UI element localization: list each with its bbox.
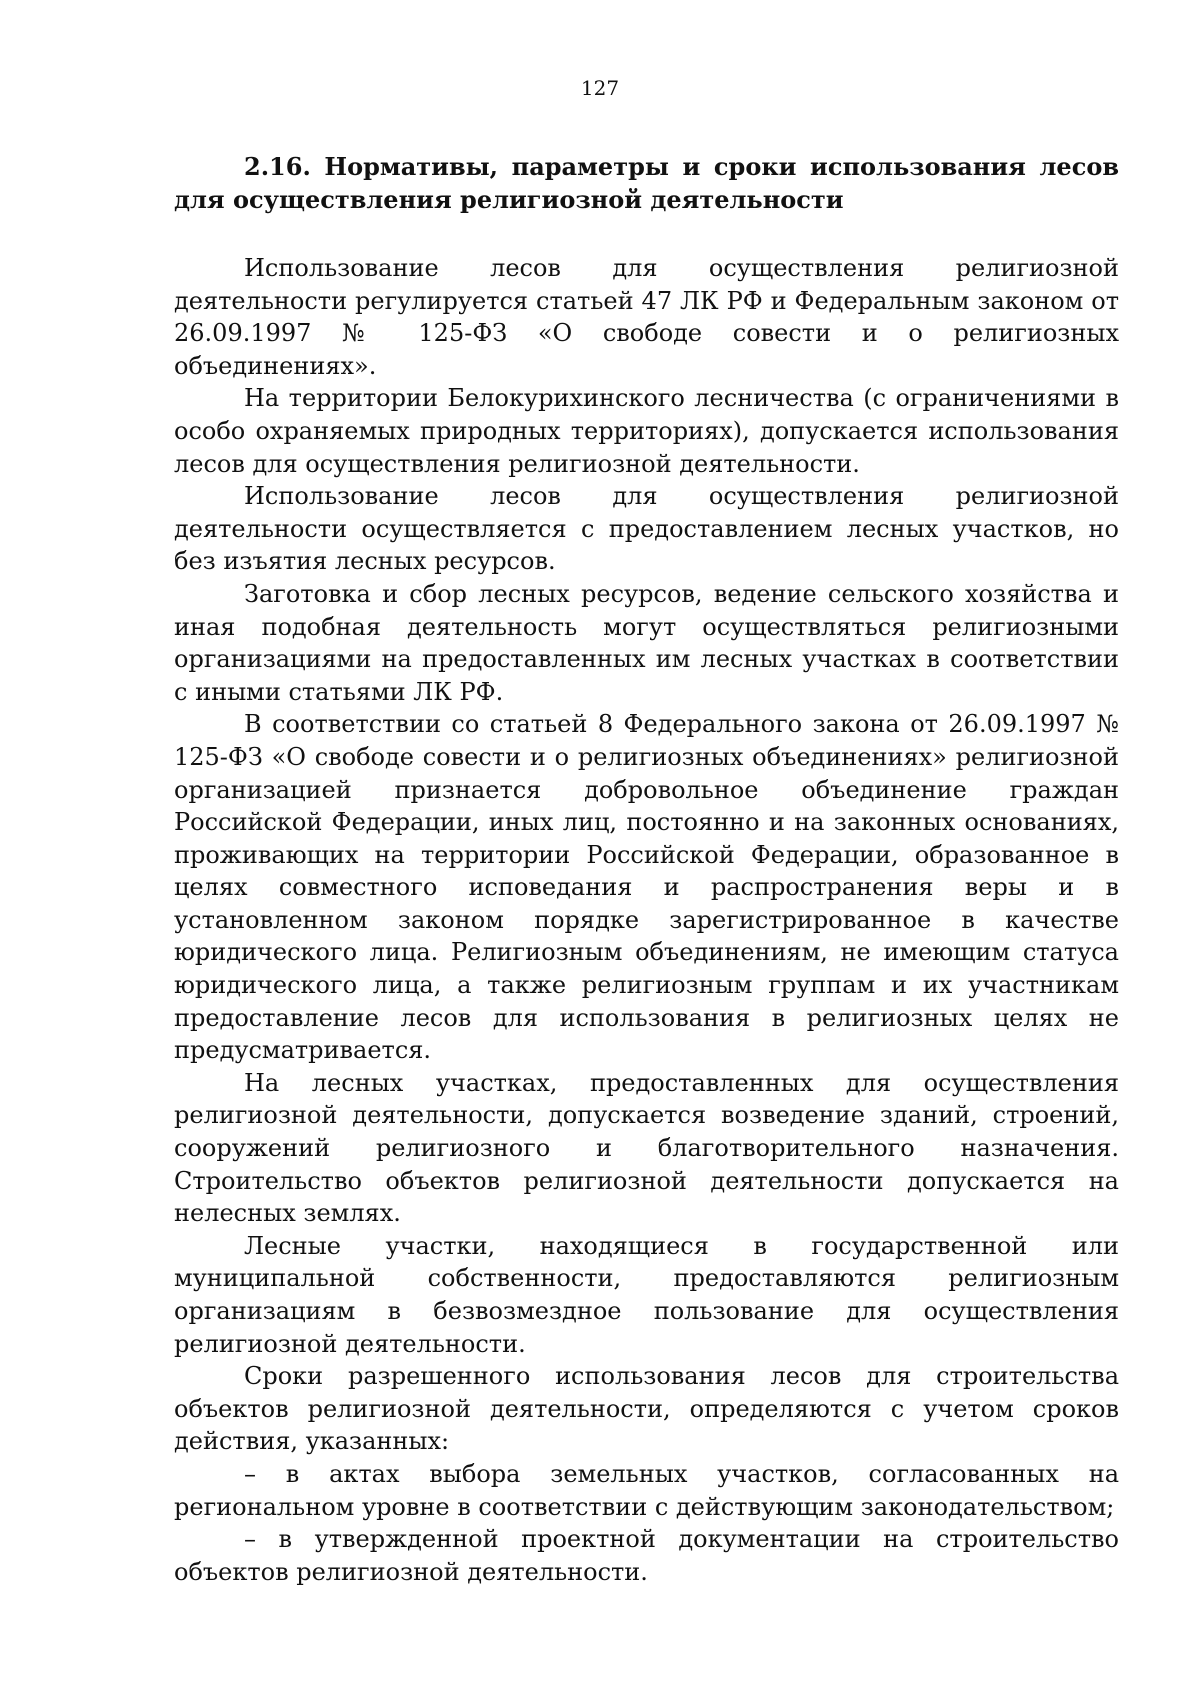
list-item-land-selection-acts: – в актах выбора земельных участков, согласованных на региональном уровне в соответствии с действующим законодательством;	[174, 1459, 1119, 1521]
paragraph-resource-harvesting: Заготовка и сбор лесных ресурсов, ведение сельского хозяйства и иная подобная деятельность могут осуществляться религиозными организациями на предоставленных им лесных участках в соответствии с иными статьями ЛК РФ.	[174, 579, 1119, 706]
paragraph-construction: На лесных участках, предоставленных для осуществления религиозной деятельности, допускается возведение зданий, строений, сооружений религиозного и благотворительного назначения. Строительство объектов религиозной деятельности допускается на нелесных землях.	[174, 1068, 1119, 1228]
document-body	[174, 150, 1119, 1588]
paragraph-free-use: Лесные участки, находящиеся в государственной или муниципальной собственности, предоставляются религиозным организациям в безвозмездное пользование для осуществления религиозной деятельности.	[174, 1231, 1119, 1358]
paragraph-legal-basis: Использование лесов для осуществления религиозной деятельности регулируется статьей 47 ЛК РФ и Федеральным законом от 26.09.1997 № 125-ФЗ «О свободе совести и о религиозных объединениях».	[174, 254, 1119, 380]
paragraph-religious-organization: В соответствии со статьей 8 Федерального закона от 26.09.1997 № 125-ФЗ «О свободе совести и о религиозных объединениях» религиозной организацией признается добровольное объединение граждан Российской Федерации, иных лиц, постоянно и на законных основаниях, проживающих на территории Российской Федерации, образованное в целях совместного исповедания и распространения веры и в установленном законом порядке зарегистрированное в качестве юридического лица. Религиозным объединениям, не имеющим статуса юридического лица, а также религиозным группам и их участникам предоставление лесов для использования в религиозных целях не предусматривается.	[174, 710, 1119, 1065]
page-number: 127	[580, 76, 620, 100]
paragraph-terms: Сроки разрешенного использования лесов для строительства объектов религиозной деятельности, определяются с учетом сроков действия, указанных:	[174, 1362, 1119, 1456]
section-heading: 2.16. Нормативы, параметры и сроки использования лесов для осуществления религиозной деятельности	[174, 152, 1119, 214]
paragraph-land-provision: Использование лесов для осуществления религиозной деятельности осуществляется с предоставлением лесных участков, но без изъятия лесных ресурсов.	[174, 482, 1119, 576]
paragraph-territory: На территории Белокурихинского лесничества (с ограничениями в особо охраняемых природных территориях), допускается использования лесов для осуществления религиозной деятельности.	[174, 384, 1119, 478]
list-item-project-documentation: – в утвержденной проектной документации на строительство объектов религиозной деятельности.	[174, 1525, 1119, 1586]
